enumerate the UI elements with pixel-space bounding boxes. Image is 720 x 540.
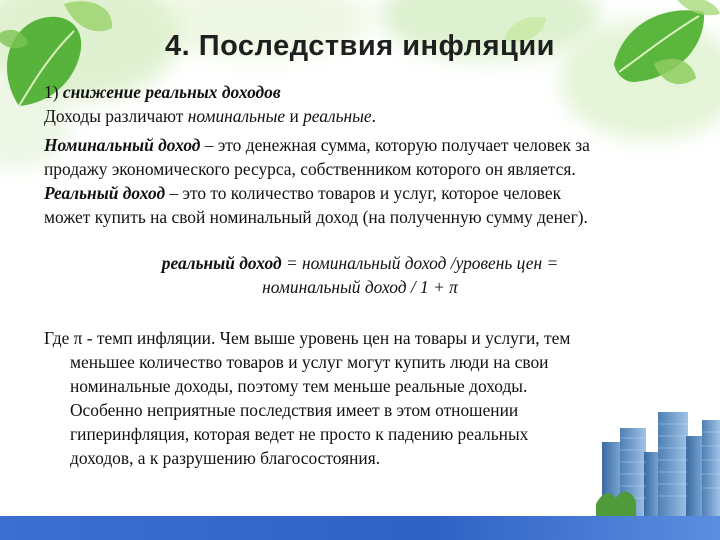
point-heading: снижение реальных доходов (62, 82, 281, 102)
paragraph-line: меньшее количество товаров и услуг могут купить люди на свои (70, 352, 549, 372)
bottom-bar (0, 516, 720, 540)
real-definition-line-2: может купить на свой номинальный доход (на полученную сумму денег). (44, 207, 588, 227)
formula-line-1 (0, 251, 720, 275)
period: . (371, 106, 376, 126)
formula-line-2: номинальный доход / 1 + π (262, 277, 458, 297)
real-definition-line-1 (44, 181, 561, 205)
skyscrapers-image (596, 408, 720, 518)
real-definition-text: – это то количество товаров и услуг, которое человек (165, 183, 562, 203)
nominal-term: Номинальный доход (44, 135, 201, 155)
formula-term: реальный доход (161, 253, 282, 273)
incomes-line (44, 104, 376, 128)
incomes-text: Доходы различают (44, 106, 188, 126)
point-number: 1) (44, 82, 63, 102)
and-word: и (285, 106, 304, 126)
nominal-definition-line-1 (44, 133, 590, 157)
paragraph-line: Особенно неприятные последствия имеет в этом отношении (70, 400, 519, 420)
real-word: реальные (303, 106, 372, 126)
paragraph-line: доходов, а к разрушению благосостояния. (70, 448, 381, 468)
paragraph-line: номинальные доходы, поэтому тем меньше реальные доходы. (70, 376, 528, 396)
nominal-word: номинальные (187, 106, 286, 126)
paragraph-line: Где π - темп инфляции. Чем выше уровень цен на товары и услуги, тем (44, 328, 571, 348)
nominal-definition-line-2: продажу экономического ресурса, собственником которого он является. (44, 159, 576, 179)
paragraph-line: гиперинфляция, которая ведет не просто к падению реальных (70, 424, 529, 444)
real-term: Реальный доход (44, 183, 166, 203)
point-1-line (44, 80, 281, 104)
slide-title: 4. Последствия инфляции (164, 30, 556, 62)
nominal-definition-text: – это денежная сумма, которую получает человек за (200, 135, 590, 155)
formula-text: = номинальный доход /уровень цен = (281, 253, 559, 273)
